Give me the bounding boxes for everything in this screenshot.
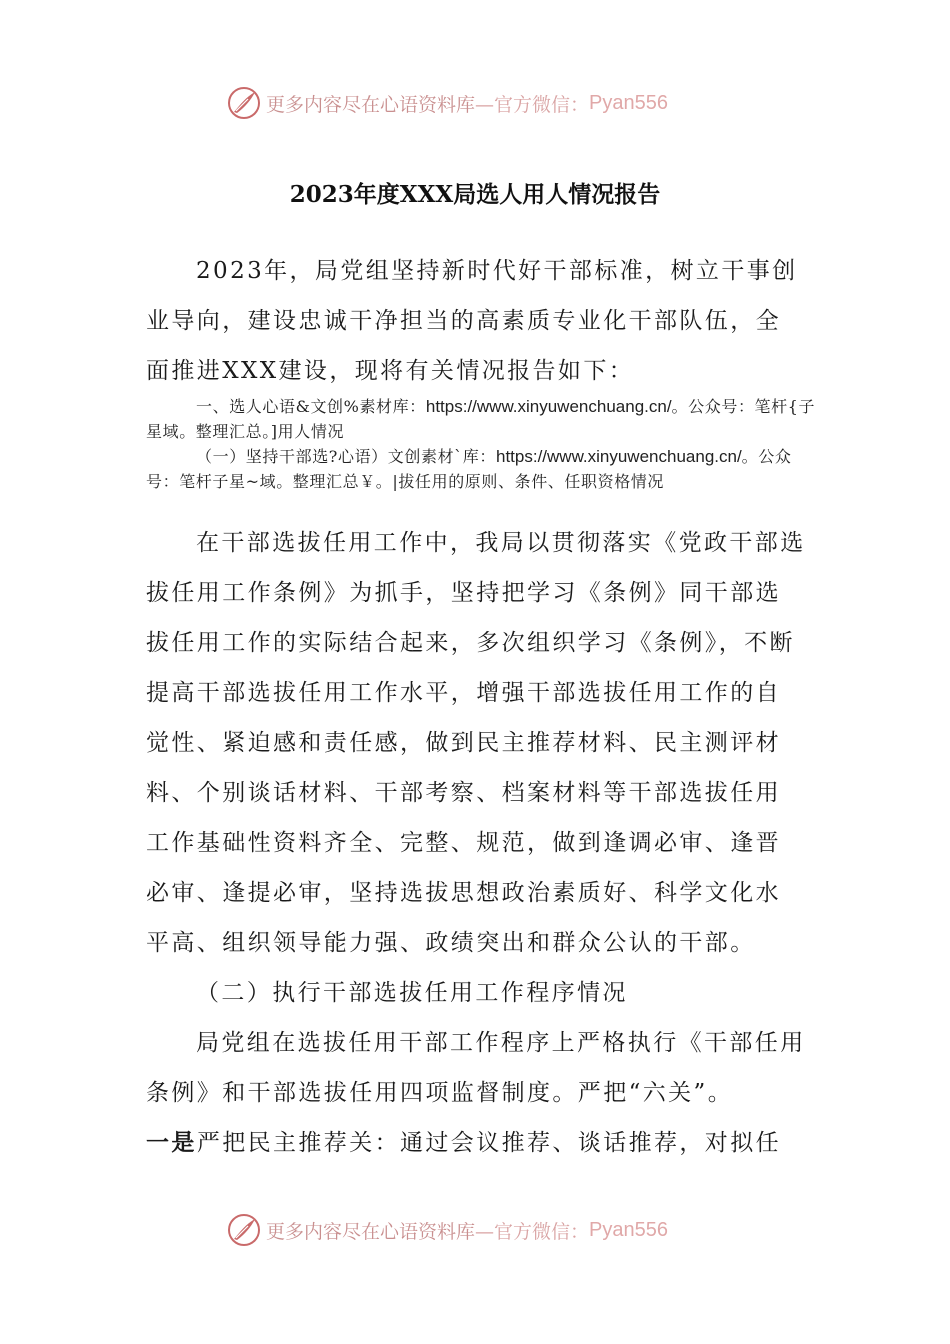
intro-paragraph: 2023年，局党组坚持新时代好干部标准，树立干事创业导向，建设忠诚干净担当的高素质专业化干部队伍，全面推进XXX建设，现将有关情况报告如下： (146, 258, 798, 384)
point-lead: 一是 (146, 1129, 197, 1156)
banner-site-text: 更多内容尽在心语资料库—官方微信： (266, 93, 590, 116)
footer-banner (226, 1210, 746, 1250)
body-paragraph-3: 一是严把民主推荐关：通过会议推荐、谈话推荐，对拟任 (146, 1129, 782, 1156)
watermark-line-2: （一）坚持干部选?心语）文创素材`库：https://www.xinyuwenchuang.cn/。公众号：笔杆子星~域。整理汇总￥。|拔任用的原则、条件、任职资格情况 (146, 447, 792, 491)
header-banner (226, 83, 746, 123)
body-paragraph-1: 在干部选拔任用工作中，我局以贯彻落实《党政干部选拔任用工作条例》为抓手，坚持把学习《条例》同干部选拔任用工作的实际结合起来，多次组织学习《条例》，不断提高干部选拔任用工作水平，增强干部选拔任用工作的自觉性、紧迫感和责任感，做到民主推荐材料、民主测评材料、个别谈话材料、干部考察、档案材料等干部选拔任用工作基础性资料齐全、完整、规范，做到逢调必审、逢晋必审、逢提必审，坚持选拔思想政治素质好、科学文化水平高、组织领导能力强、政绩突出和群众公认的干部。 (146, 530, 806, 956)
section-heading-2: （二）执行干部选拔任用工作程序情况 (196, 980, 628, 1006)
document-title: 2023年度XXX局选人用人情况报告 (289, 181, 661, 208)
banner-site-text: 更多内容尽在心语资料库—官方微信： (266, 1220, 590, 1243)
quill-logo-icon (226, 85, 262, 121)
body-paragraph-2: 局党组在选拔任用干部工作程序上严格执行《干部任用条例》和干部选拔任用四项监督制度。严把“六关”。 (146, 1030, 806, 1106)
banner-wechat-id: Pyan556 (589, 1218, 668, 1241)
watermark-line-1: 一、选人心语&文创%素材库：https://www.xinyuwenchuang.cn/。公众号：笔杆{子星域。整理汇总。]用人情况 (146, 397, 816, 441)
banner-wechat-id: Pyan556 (589, 91, 668, 114)
quill-logo-icon (226, 1212, 262, 1248)
